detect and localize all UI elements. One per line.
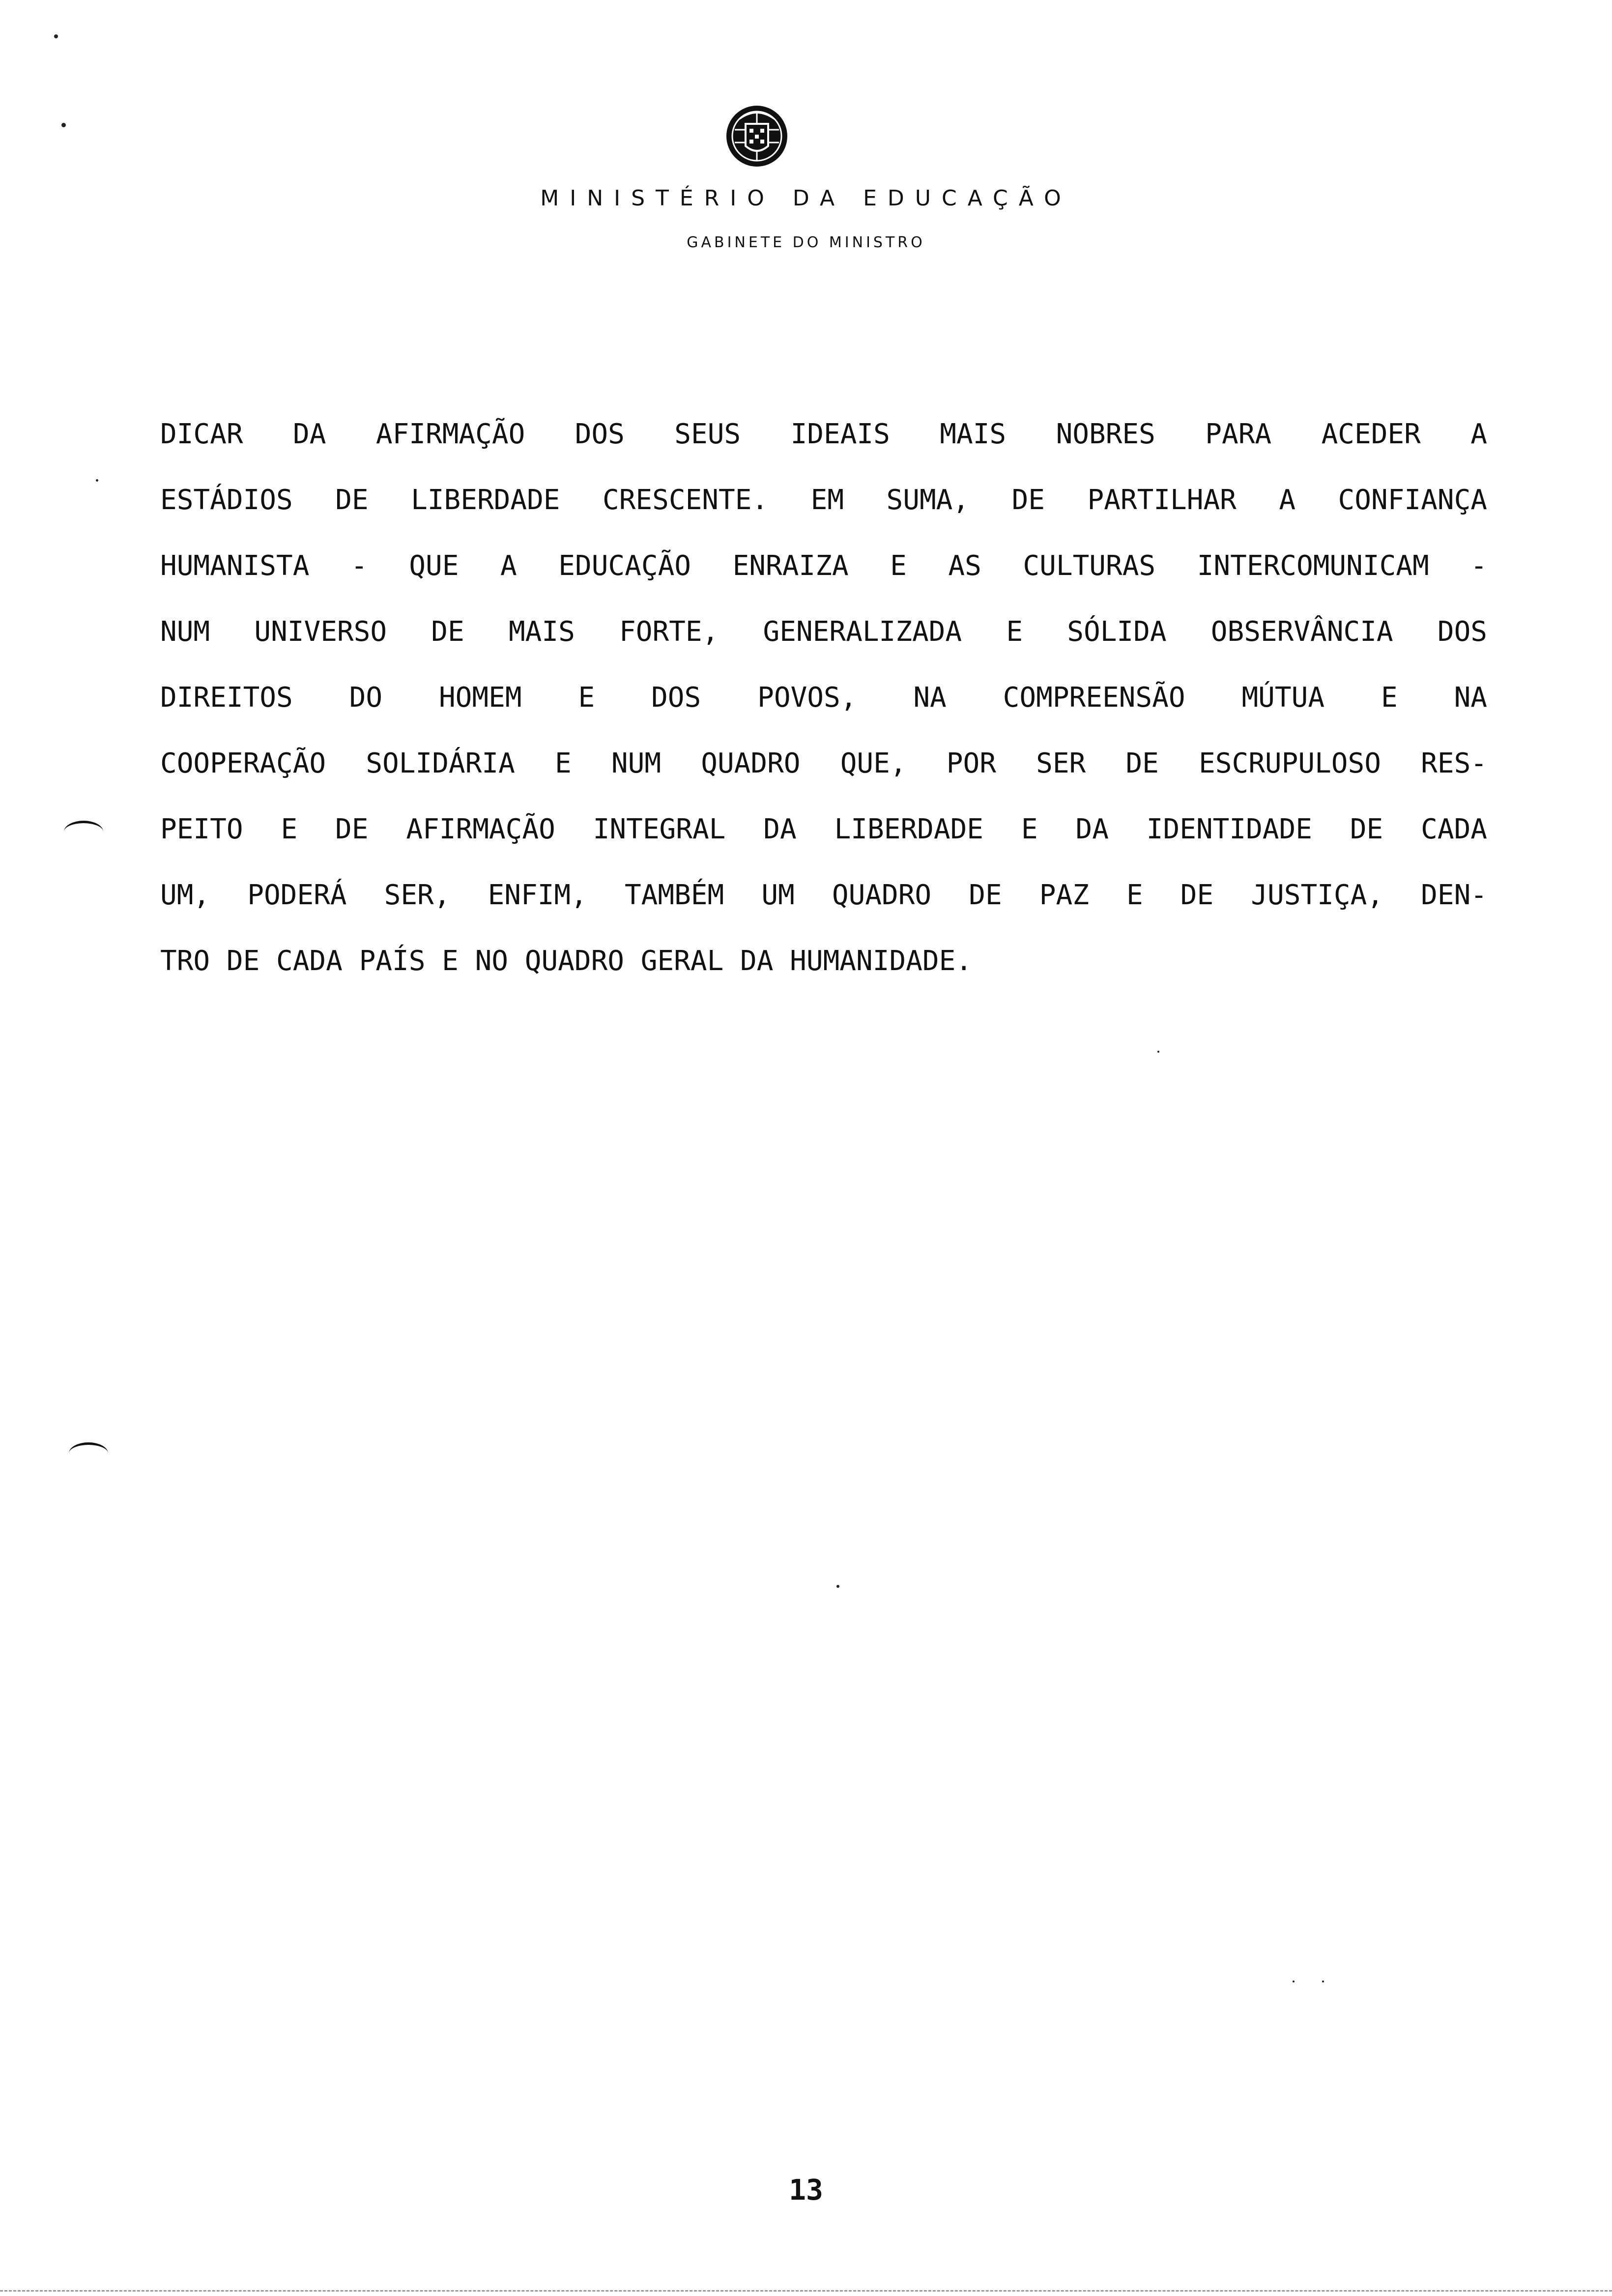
text-line: TRO DE CADA PAÍS E NO QUADRO GERAL DA HUMANIDADE. — [160, 945, 973, 977]
scan-speck — [1322, 1980, 1324, 1982]
hole-punch-arc-icon — [69, 1442, 108, 1464]
scan-speck — [836, 1585, 839, 1588]
text-line: ESTÁDIOS DE LIBERDADE CRESCENTE. EM SUMA, DE PARTILHAR A CONFIANÇA — [160, 484, 1487, 516]
hole-punch-arc-icon — [64, 821, 103, 843]
text-line: PEITO E DE AFIRMAÇÃO INTEGRAL DA LIBERDADE E DA IDENTIDADE DE CADA — [160, 813, 1487, 845]
coat-of-arms-seal-icon — [725, 104, 789, 168]
text-line: DIREITOS DO HOMEM E DOS POVOS, NA COMPREENSÃO MÚTUA E NA — [160, 682, 1487, 714]
text-line: NUM UNIVERSO DE MAIS FORTE, GENERALIZADA E SÓLIDA OBSERVÂNCIA DOS — [160, 616, 1487, 648]
body-text — [160, 414, 1487, 1006]
scan-speck — [1293, 1980, 1295, 1982]
scan-speck — [96, 479, 98, 482]
text-line: HUMANISTA - QUE A EDUCAÇÃO ENRAIZA E AS CULTURAS INTERCOMUNICAM - — [160, 550, 1487, 582]
scan-speck — [54, 34, 58, 38]
cabinet-subheading: GABINETE DO MINISTRO — [687, 234, 925, 251]
scan-speck — [1157, 1051, 1159, 1053]
text-line: DICAR DA AFIRMAÇÃO DOS SEUS IDEAIS MAIS NOBRES PARA ACEDER A — [160, 418, 1487, 450]
page-number: 13 — [789, 2173, 823, 2207]
scan-edge-rule — [0, 2290, 1612, 2292]
ministry-heading: MINISTÉRIO DA EDUCAÇÃO — [540, 186, 1072, 211]
scan-speck — [61, 123, 66, 127]
text-line: UM, PODERÁ SER, ENFIM, TAMBÉM UM QUADRO DE PAZ E DE JUSTIÇA, DEN- — [160, 879, 1487, 911]
text-line: COOPERAÇÃO SOLIDÁRIA E NUM QUADRO QUE, POR SER DE ESCRUPULOSO RES- — [160, 747, 1487, 779]
